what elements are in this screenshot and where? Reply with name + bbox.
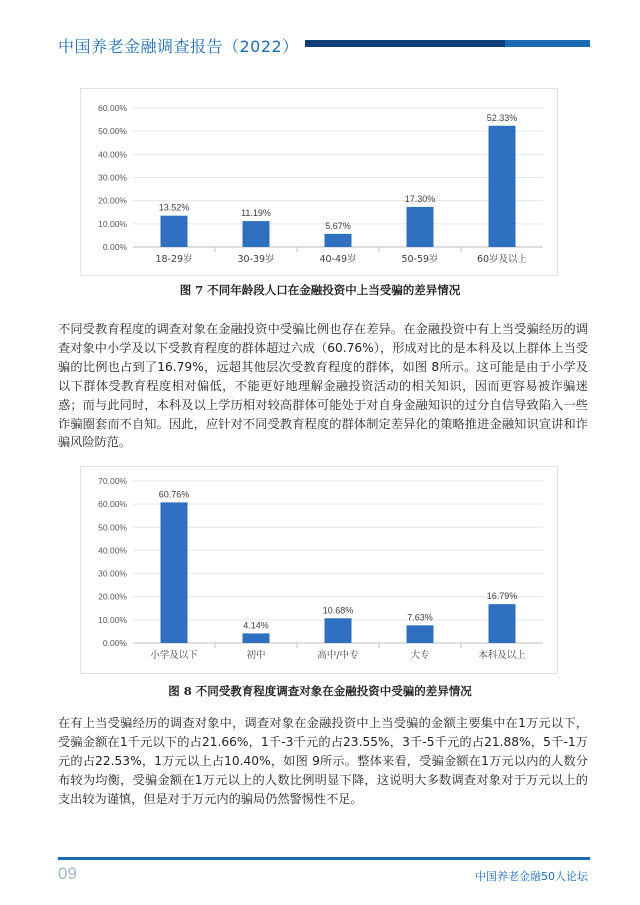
x-category-label: 30-39岁 [237, 254, 275, 265]
y-tick-label: 30.00% [98, 172, 127, 183]
y-tick-label: 60.00% [98, 103, 127, 113]
y-tick-label: 50.00% [98, 522, 127, 533]
data-label: 60.76% [158, 489, 190, 500]
y-tick-label: 40.00% [98, 149, 127, 160]
y-tick-label: 0.00% [102, 638, 127, 648]
bar [243, 221, 270, 247]
x-category-label: 本科及以上 [478, 650, 526, 661]
y-tick-label: 10.00% [98, 218, 127, 229]
header-accent-bar-dark [305, 40, 505, 47]
data-label: 10.68% [322, 605, 354, 616]
bar [325, 618, 352, 643]
age-chart-frame [80, 88, 558, 276]
data-label: 16.79% [486, 591, 518, 602]
y-tick-label: 40.00% [98, 545, 127, 556]
x-category-label: 60岁及以上 [476, 254, 528, 265]
bar [407, 207, 434, 247]
x-category-label: 初中 [246, 650, 266, 661]
footer-line [58, 857, 590, 860]
bar [407, 625, 434, 643]
data-label: 5.67% [325, 220, 351, 231]
education-paragraph: 不同受教育程度的调查对象在金融投资中受骗比例也存在差异。在金融投资中有上当受骗经历的调查对象中小学及以下受教育程度的群体超过六成（60.76%），形成对比的是本科及以上群体上当受骗的比例也占到了16.79%，远超其他层次受教育程度的群体，如图 8所示。这可能是由于小学及以下群体受教育程度相对偏低，不能更好地理解金融投资活动的相关知识，因而更容易被诈骗迷惑；而与此同时，本科及以上学历相对较高群体可能处于对自身金融知识的过分自信导致陷入一些诈骗圈套而不自知。因此，应针对不同受教育程度的群体制定差异化的策略推进金融知识宣讲和诈骗风险防范。 [58, 322, 588, 450]
x-category-label: 18-29岁 [155, 254, 193, 265]
data-label: 11.19% [241, 208, 271, 219]
figure-8-caption: 图 8 不同受教育程度调查对象在金融投资中受骗的差异情况 [168, 684, 472, 698]
x-category-label: 大专 [410, 650, 430, 661]
amount-paragraph: 在有上当受骗经历的调查对象中，调查对象在金融投资中上当受骗的金额主要集中在1万元以下，受骗金额在1千元以下的占21.66%，1千-3千元的占23.55%，3千-5千元的占21.88%，5千-1万元的占22.53%，1万元以上占10.40%，如图 9所示。整体来看，受骗金额在1万元以内的人数分布较为均衡，受骗金额在1万元以上的人数比例明显下降，这说明大多数调查对象对于万元以上的支出较为谨慎，但是对于万元内的骗局仍然警惕性不足。 [58, 716, 588, 806]
footer-brand: 中国养老金融50人论坛 [475, 870, 588, 883]
bar [243, 633, 270, 643]
y-tick-label: 20.00% [98, 591, 127, 602]
y-tick-label: 0.00% [102, 242, 127, 252]
x-category-label: 高中/中专 [317, 650, 359, 661]
report-header-title: 中国养老金融调查报告（2022） [58, 37, 299, 56]
education-fraud-bar-chart [81, 467, 559, 675]
y-tick-label: 50.00% [98, 126, 127, 137]
figure-7-caption: 图 7 不同年龄段人口在金融投资中上当受骗的差异情况 [179, 283, 461, 297]
age-fraud-bar-chart [81, 89, 559, 277]
data-label: 7.63% [407, 612, 433, 623]
data-label: 13.52% [158, 202, 190, 213]
x-category-label: 小学及以下 [150, 650, 198, 661]
education-chart-frame [80, 466, 558, 674]
bar [489, 604, 516, 643]
page-number: 09 [58, 864, 77, 883]
data-label: 52.33% [486, 112, 518, 123]
bar [161, 216, 188, 247]
y-tick-label: 60.00% [98, 499, 127, 510]
data-label: 4.14% [243, 620, 269, 631]
y-tick-label: 10.00% [98, 614, 127, 625]
bar [161, 502, 188, 643]
bar [325, 234, 352, 247]
x-category-label: 40-49岁 [319, 254, 357, 265]
y-tick-label: 30.00% [98, 568, 127, 579]
y-tick-label: 20.00% [98, 195, 127, 206]
x-category-label: 50-59岁 [401, 254, 439, 265]
bar [489, 126, 516, 247]
y-tick-label: 70.00% [98, 476, 127, 486]
data-label: 17.30% [404, 193, 436, 204]
